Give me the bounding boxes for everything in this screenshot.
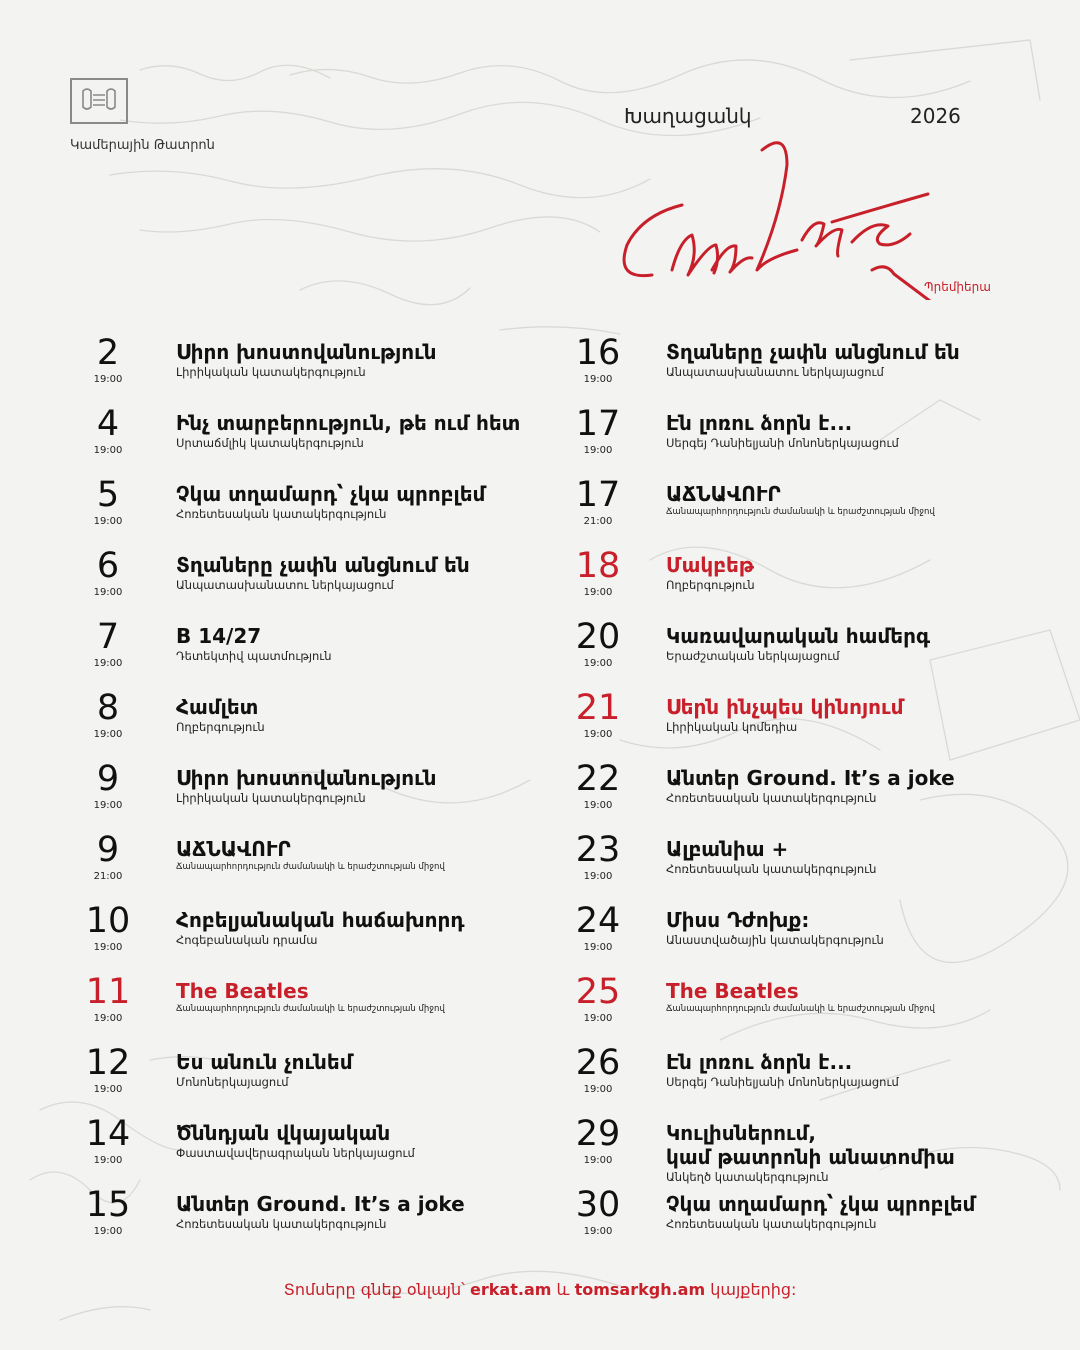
show-info: [666, 482, 1020, 517]
day-number: 4: [96, 404, 120, 444]
show-genre: Անպատասխանատու ներկայացում: [666, 365, 884, 379]
show-genre: Անաստվածային կատակերգություն: [666, 933, 884, 947]
show-info: [176, 340, 560, 379]
show-info: [666, 411, 1020, 450]
ticket-info-prefix: Տոմսերը գնեք օնլայն՝: [283, 1280, 471, 1299]
show-time: 19:00: [93, 374, 123, 385]
show-info: [666, 1192, 1020, 1231]
date-block: [550, 619, 646, 669]
day-number: 20: [575, 617, 621, 657]
day-number: 16: [575, 333, 621, 373]
show-title[interactable]: Մակբեթ: [666, 553, 754, 577]
show-time: 19:00: [93, 1013, 123, 1024]
schedule-row: [60, 1116, 560, 1187]
date-block: [550, 903, 646, 953]
schedule-row: [550, 548, 1020, 619]
show-title[interactable]: Էն լոռու ձորն է...: [666, 1050, 853, 1074]
day-number: 5: [96, 475, 120, 515]
show-title[interactable]: Համլետ: [176, 695, 259, 719]
day-number: 24: [575, 901, 621, 941]
date-block: [60, 1116, 156, 1166]
schedule-row: [550, 974, 1020, 1045]
day-number: 22: [575, 759, 621, 799]
day-number: 9: [96, 830, 120, 870]
show-info: [176, 1192, 560, 1231]
day-number: 29: [575, 1114, 621, 1154]
show-info: [176, 411, 560, 450]
show-time: 19:00: [583, 445, 613, 456]
show-time: 19:00: [583, 800, 613, 811]
show-title[interactable]: Կառավարական համերգ: [666, 624, 931, 648]
show-info: [666, 695, 1020, 734]
show-time: 19:00: [583, 942, 613, 953]
schedule-row: [60, 903, 560, 974]
show-genre: Դետեկտիվ պատմություն: [176, 649, 332, 663]
show-info: [176, 482, 560, 521]
premiere-label: Պրեմիերա: [924, 280, 991, 294]
show-genre: Անպատասխանատու ներկայացում: [176, 578, 394, 592]
day-number: 9: [96, 759, 120, 799]
show-genre: Ողբերգություն: [666, 578, 755, 592]
show-time: 19:00: [93, 800, 123, 811]
show-info: [176, 1121, 560, 1160]
day-number: 12: [85, 1043, 131, 1083]
schedule-row: [550, 619, 1020, 690]
schedule-row: [550, 1187, 1020, 1258]
show-time: 19:00: [583, 1226, 613, 1237]
schedule-row: [550, 903, 1020, 974]
show-title[interactable]: Սերն ինչպես կինոյում: [666, 695, 904, 719]
show-title[interactable]: Հոբելյանական հաճախորդ: [176, 908, 465, 932]
date-block: [60, 974, 156, 1024]
date-block: [550, 548, 646, 598]
show-title[interactable]: Ես անուն չունեմ: [176, 1050, 353, 1074]
show-genre: Փաստավավերագրական ներկայացում: [176, 1146, 415, 1160]
date-block: [550, 1187, 646, 1237]
day-number: 15: [85, 1185, 131, 1225]
schedule-column-right: [550, 335, 1020, 1258]
schedule-row: [60, 690, 560, 761]
schedule-row: [550, 1116, 1020, 1187]
show-info: [176, 837, 560, 872]
stage-mask-icon: [70, 78, 128, 124]
schedule-row: [550, 477, 1020, 548]
day-number: 6: [96, 546, 120, 586]
show-time: 19:00: [583, 1084, 613, 1095]
schedule-row: [60, 974, 560, 1045]
schedule-row: [550, 690, 1020, 761]
day-number: 8: [96, 688, 120, 728]
show-info: [666, 908, 1020, 947]
show-time: 19:00: [93, 1155, 123, 1166]
schedule-row: [60, 335, 560, 406]
date-block: [60, 619, 156, 669]
show-genre: Անկեղծ կատակերգություն: [666, 1170, 829, 1184]
show-title[interactable]: Միսս Դժոխք:: [666, 908, 810, 932]
show-genre: Հոռետեսական կատակերգություն: [666, 791, 877, 805]
show-time: 19:00: [583, 871, 613, 882]
date-block: [550, 690, 646, 740]
show-time: 19:00: [93, 942, 123, 953]
show-time: 21:00: [93, 871, 123, 882]
date-block: [60, 690, 156, 740]
show-time: 19:00: [583, 658, 613, 669]
show-info: [176, 979, 560, 1014]
show-genre: Հոգեբանական դրամա: [176, 933, 318, 947]
show-genre: Ճանապարհորդություն ժամանակի և երաժշտության միջով: [176, 1004, 445, 1014]
show-genre: Հոռետեսական կատակերգություն: [176, 507, 387, 521]
show-genre: Ճանապարհորդություն ժամանակի և երաժշտության միջով: [666, 1004, 935, 1014]
show-genre: Երաժշտական ներկայացում: [666, 649, 840, 663]
show-title[interactable]: The Beatles: [176, 979, 309, 1003]
date-block: [60, 548, 156, 598]
schedule-row: [60, 619, 560, 690]
day-number: 23: [575, 830, 621, 870]
tomsarkgh-link[interactable]: tomsarkgh.am: [574, 1280, 706, 1299]
calendar-label: Խաղացանկ: [624, 104, 752, 128]
show-genre: Մոնոներկայացում: [176, 1075, 289, 1089]
show-genre: Լիրիկական կատակերգություն: [176, 791, 366, 805]
show-genre: Հոռետեսական կատակերգություն: [666, 1217, 877, 1231]
schedule-column-left: [60, 335, 560, 1258]
date-block: [550, 832, 646, 882]
schedule-row: [60, 761, 560, 832]
show-info: [176, 766, 560, 805]
date-block: [60, 903, 156, 953]
day-number: 10: [85, 901, 131, 941]
show-time: 19:00: [93, 587, 123, 598]
show-info: [176, 624, 560, 663]
show-title[interactable]: Ալբանիա +: [666, 837, 789, 861]
show-genre: Ճանապարհորդություն ժամանակի և երաժշտության միջով: [666, 507, 935, 517]
show-time: 19:00: [93, 516, 123, 527]
day-number: 25: [575, 972, 621, 1012]
show-title[interactable]: Անտեր Ground. It’s a joke: [666, 766, 955, 790]
day-number: 18: [575, 546, 621, 586]
show-title[interactable]: Տղաները չափն անցնում են: [176, 553, 470, 577]
day-number: 17: [575, 475, 621, 515]
show-time: 19:00: [583, 587, 613, 598]
show-title[interactable]: Տղաները չափն անցնում են: [666, 340, 960, 364]
show-time: 19:00: [93, 1084, 123, 1095]
schedule-row: [60, 1045, 560, 1116]
erkat-link[interactable]: erkat.am: [470, 1280, 552, 1299]
date-block: [60, 1187, 156, 1237]
schedule-row: [60, 477, 560, 548]
show-genre: Սերգեյ Դանիելյանի մոնոներկայացում: [666, 436, 899, 450]
year-label: 2026: [910, 104, 961, 128]
ticket-info-suffix: կայքերից:: [705, 1280, 797, 1299]
schedule-row: [550, 761, 1020, 832]
show-title[interactable]: ԱՃՆԱՎՈՒՐ: [666, 482, 781, 506]
show-info: [176, 1050, 560, 1089]
theatre-logo: [70, 78, 215, 153]
schedule-row: [60, 832, 560, 903]
show-info: [176, 553, 560, 592]
show-info: [666, 1050, 1020, 1089]
show-info: [666, 624, 1020, 663]
day-number: 30: [575, 1185, 621, 1225]
show-title[interactable]: Ծննդյան վկայական: [176, 1121, 391, 1145]
day-number: 7: [96, 617, 120, 657]
date-block: [60, 1045, 156, 1095]
show-title[interactable]: Չկա տղամարդ՝ չկա պրոբլեմ: [666, 1192, 976, 1216]
show-info: [176, 908, 560, 947]
show-time: 19:00: [583, 1155, 613, 1166]
date-block: [60, 477, 156, 527]
schedule-row: [550, 1045, 1020, 1116]
show-time: 19:00: [93, 729, 123, 740]
show-genre: Ճանապարհորդություն ժամանակի և երաժշտության միջով: [176, 862, 445, 872]
ticket-info-connector: և: [551, 1280, 575, 1299]
date-block: [550, 406, 646, 456]
show-time: 19:00: [93, 658, 123, 669]
show-title[interactable]: Սիրո խոստովանություն: [176, 340, 437, 364]
show-info: [666, 553, 1020, 592]
schedule-row: [550, 406, 1020, 477]
day-number: 26: [575, 1043, 621, 1083]
show-title[interactable]: B 14/27: [176, 624, 262, 648]
show-title[interactable]: Անտեր Ground. It’s a joke: [176, 1192, 465, 1216]
show-time: 19:00: [93, 1226, 123, 1237]
date-block: [550, 974, 646, 1024]
schedule-row: [550, 832, 1020, 903]
date-block: [550, 761, 646, 811]
day-number: 11: [85, 972, 131, 1012]
show-time: 19:00: [93, 445, 123, 456]
schedule-row: [60, 548, 560, 619]
show-genre: Հոռետեսական կատակերգություն: [666, 862, 877, 876]
show-info: [666, 766, 1020, 805]
date-block: [60, 761, 156, 811]
date-block: [60, 335, 156, 385]
day-number: 17: [575, 404, 621, 444]
show-info: [666, 1121, 1020, 1184]
show-genre: Սրտաճմլիկ կատակերգություն: [176, 436, 364, 450]
show-genre: Սերգեյ Դանիելյանի մոնոներկայացում: [666, 1075, 899, 1089]
show-genre: Լիրիկական կատակերգություն: [176, 365, 366, 379]
show-info: [666, 340, 1020, 379]
date-block: [60, 832, 156, 882]
date-block: [550, 1045, 646, 1095]
theatre-name: Կամերային Թատրոն: [70, 138, 215, 153]
show-time: 19:00: [583, 374, 613, 385]
red-signature-icon: [612, 130, 952, 300]
show-info: [666, 837, 1020, 876]
show-time: 19:00: [583, 1013, 613, 1024]
show-title[interactable]: Էն լոռու ձորն է...: [666, 411, 853, 435]
day-number: 2: [96, 333, 120, 373]
show-genre: Ողբերգություն: [176, 720, 265, 734]
schedule-row: [550, 335, 1020, 406]
date-block: [550, 1116, 646, 1166]
show-info: [666, 979, 1020, 1014]
show-title[interactable]: Կուլիսներում, կամ թատրոնի անատոմիա: [666, 1121, 955, 1169]
show-genre: Հոռետեսական կատակերգություն: [176, 1217, 387, 1231]
show-genre: Լիրիկական կոմեդիա: [666, 720, 798, 734]
show-time: 21:00: [583, 516, 613, 527]
schedule-row: [60, 1187, 560, 1258]
date-block: [550, 477, 646, 527]
show-title[interactable]: Չկա տղամարդ՝ չկա պրոբլեմ: [176, 482, 486, 506]
date-block: [60, 406, 156, 456]
show-title[interactable]: ԱՃՆԱՎՈՒՐ: [176, 837, 291, 861]
show-title[interactable]: The Beatles: [666, 979, 799, 1003]
schedule-row: [60, 406, 560, 477]
day-number: 21: [575, 688, 621, 728]
show-time: 19:00: [583, 729, 613, 740]
show-title[interactable]: Սիրո խոստովանություն: [176, 766, 437, 790]
date-block: [550, 335, 646, 385]
ticket-info: [0, 1280, 1080, 1299]
show-info: [176, 695, 560, 734]
show-title[interactable]: Ինչ տարբերություն, թե ում հետ: [176, 411, 521, 435]
day-number: 14: [85, 1114, 131, 1154]
